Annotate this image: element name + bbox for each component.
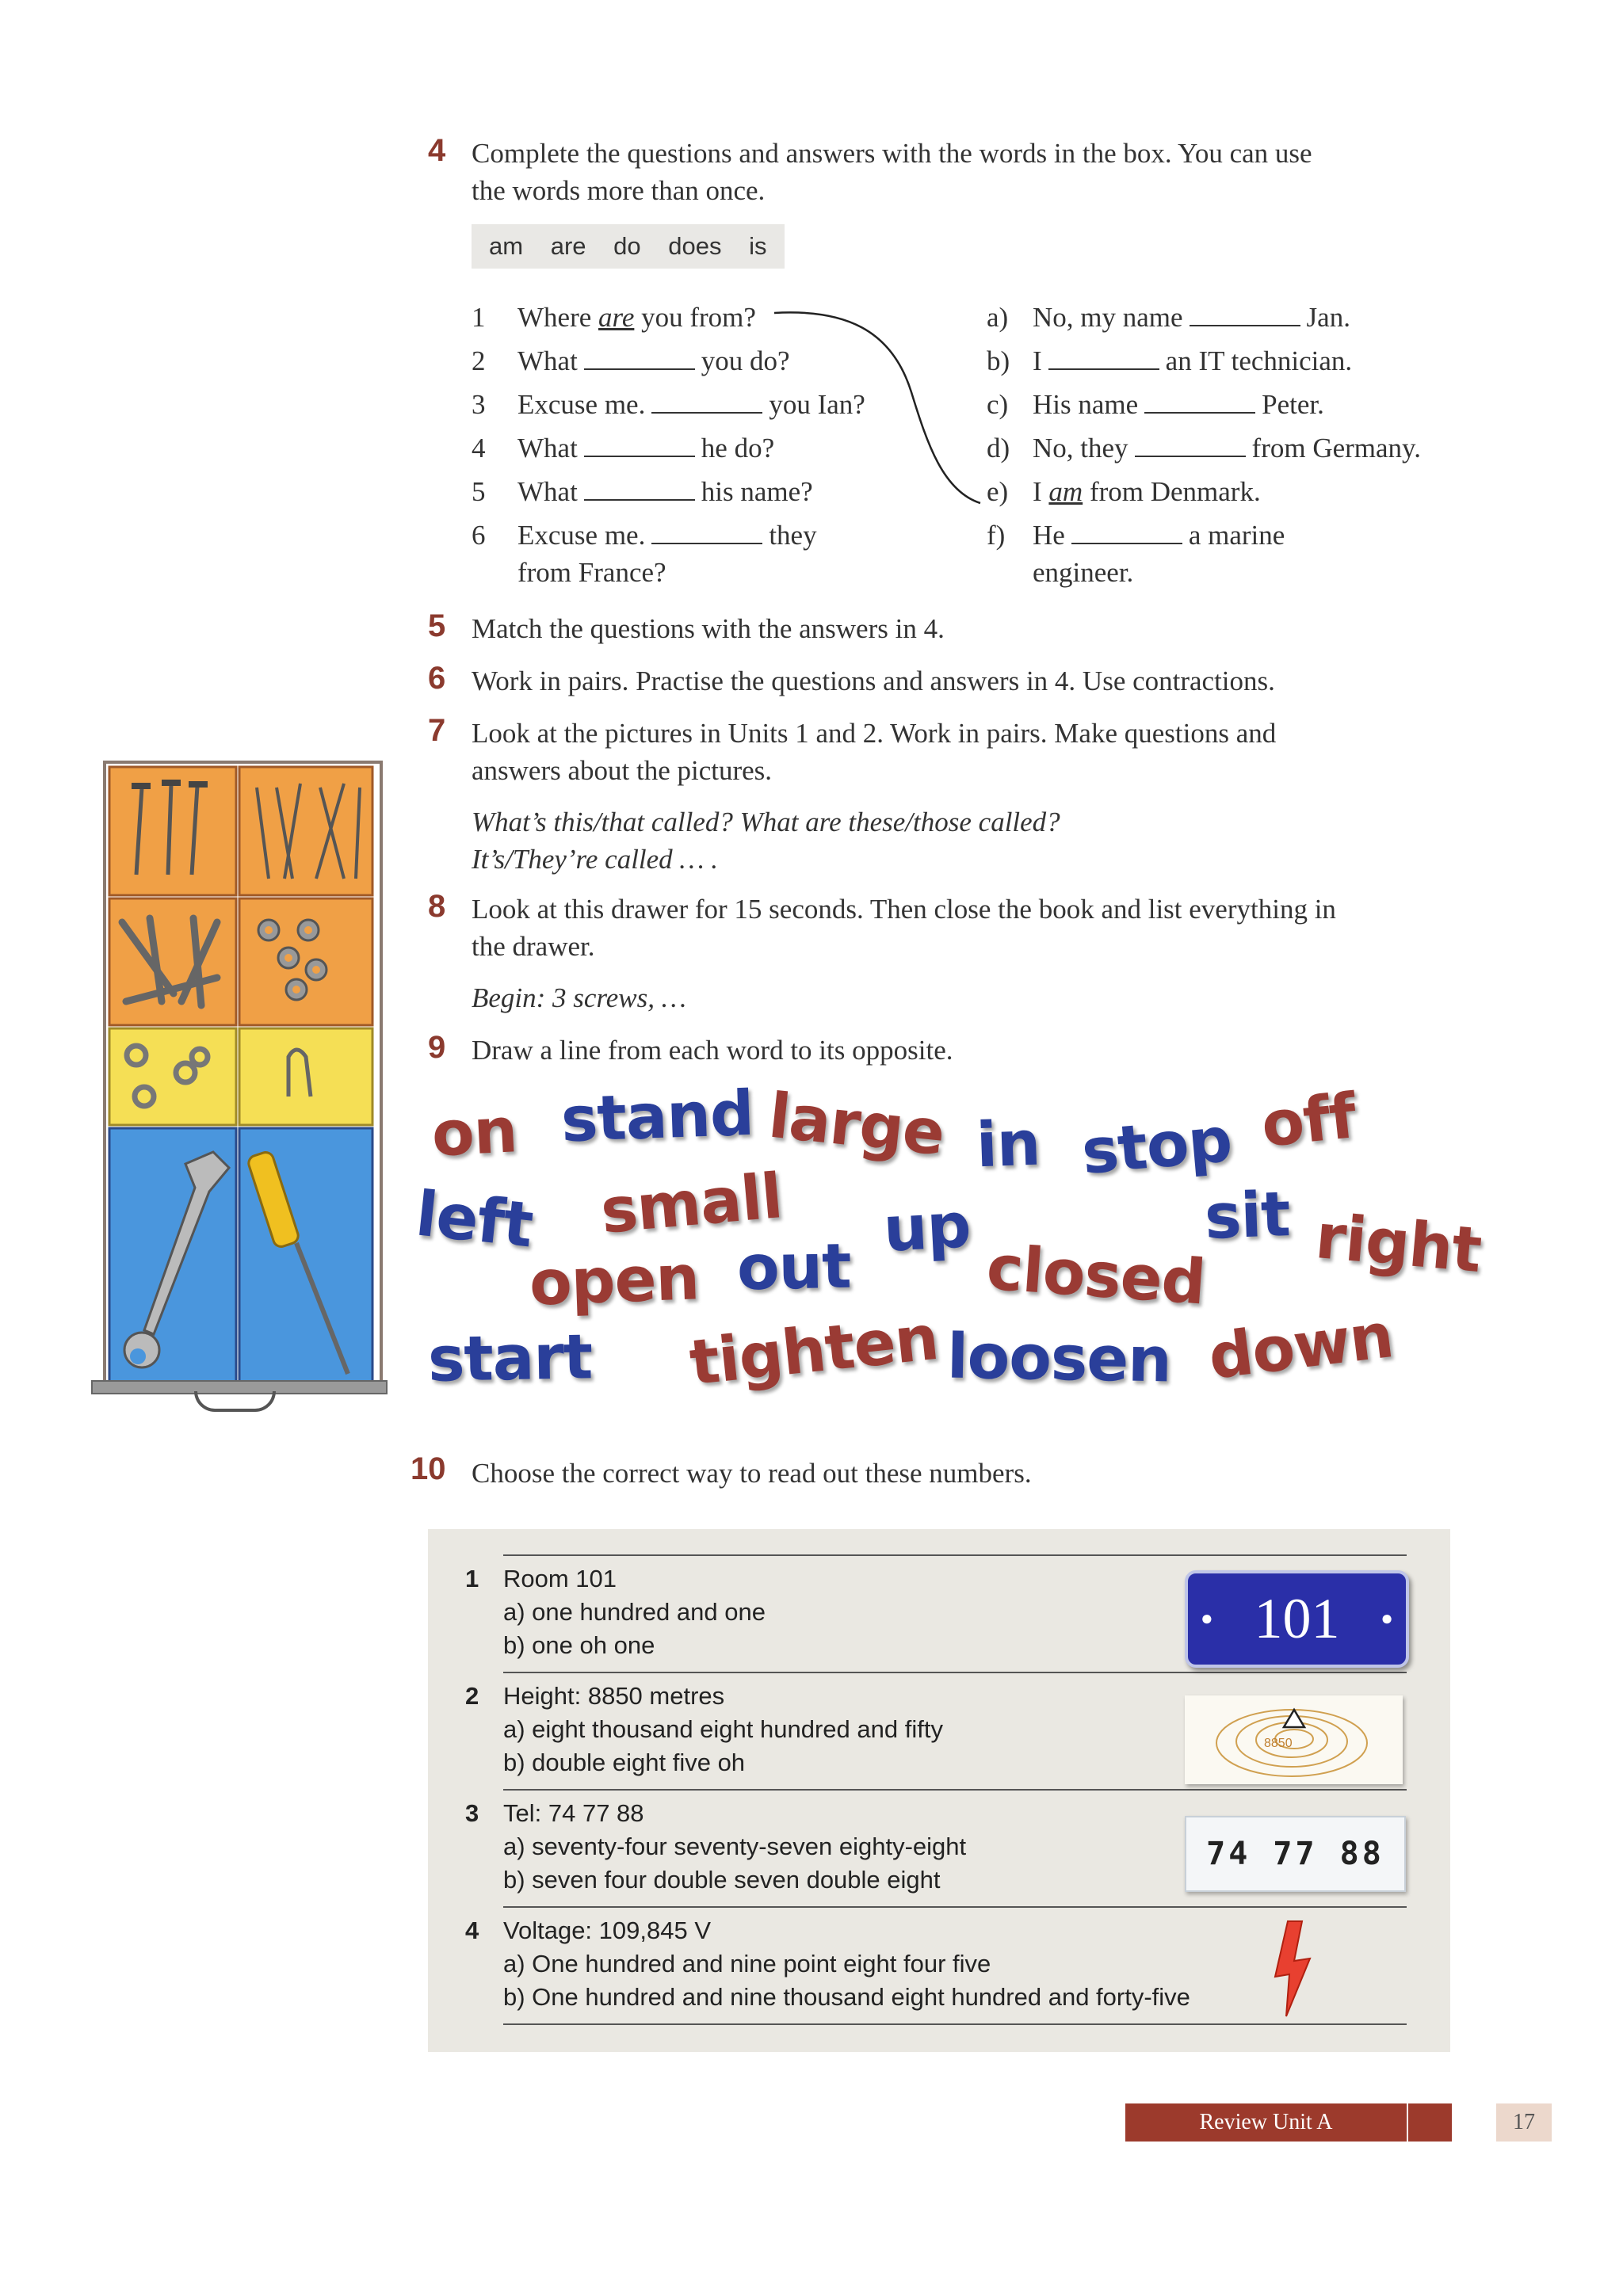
exercise-5-text: Match the questions with the answers in 4.	[472, 613, 945, 644]
number-item-1: 1 Room 101 a) one hundred and one b) one oh one	[503, 1562, 1407, 1662]
numbers-panel	[428, 1529, 1450, 2052]
word-up[interactable]: up	[881, 1190, 972, 1266]
example-line: It’s/They’re called … .	[472, 844, 719, 875]
word-left[interactable]: left	[412, 1178, 537, 1262]
exercise-5-number: 5	[428, 608, 446, 643]
instruction-line: Look at this drawer for 15 seconds. Then close the book and list everything in	[472, 894, 1336, 925]
word-in[interactable]: in	[975, 1108, 1041, 1182]
phone-display-icon: 74 77 88	[1185, 1816, 1406, 1892]
word-box-item: is	[749, 232, 767, 260]
instruction-line: Complete the questions and answers with the words in the box. You can use	[472, 138, 1312, 169]
example-answer: are	[598, 302, 635, 333]
instruction-line: Look at the pictures in Units 1 and 2. Work in pairs. Make questions and	[472, 718, 1277, 749]
word-box-item: does	[668, 232, 722, 260]
exercise-9-text: Draw a line from each word to its opposite.	[472, 1035, 953, 1066]
word-loosen[interactable]: loosen	[946, 1321, 1172, 1397]
divider	[503, 1789, 1407, 1791]
option-a[interactable]: a) eight thousand eight hundred and fifty	[503, 1715, 943, 1743]
number-item-4: 4 Voltage: 109,845 V a) One hundred and nine point eight four five b) One hundred and nine thousand eight hundred and forty-five	[503, 1914, 1407, 2014]
word-small[interactable]: small	[598, 1161, 785, 1248]
word-sit[interactable]: sit	[1203, 1179, 1291, 1253]
number-item-3: 3 Tel: 74 77 88 a) seventy-four seventy-seven eighty-eight b) seven four double seven double eight	[503, 1797, 1407, 1897]
word-closed[interactable]: closed	[984, 1232, 1208, 1319]
exercise-10-number: 10	[411, 1451, 446, 1486]
example-line: What’s this/that called? What are these/those called?	[472, 807, 1060, 837]
section-footer-label: Review Unit A	[1125, 2103, 1407, 2142]
answer-list	[987, 299, 1421, 591]
exercise-6-number: 6	[428, 661, 446, 696]
divider	[503, 1672, 1407, 1673]
question-item-continued: from France?	[517, 557, 666, 588]
page-number: 17	[1496, 2103, 1552, 2142]
exercise-7-text	[472, 715, 1276, 878]
drawer-contents	[106, 764, 380, 1386]
answer-blank[interactable]	[1144, 411, 1255, 414]
answer-item: e) I am from Denmark.	[987, 476, 1261, 507]
option-a[interactable]: a) One hundred and nine point eight four five	[503, 1950, 991, 1978]
divider	[503, 2023, 1407, 2025]
answer-blank[interactable]	[1190, 324, 1300, 326]
instruction-line: the drawer.	[472, 931, 595, 962]
question-item: 2 What you do?	[472, 345, 790, 376]
word-box-item: are	[550, 232, 586, 260]
option-b[interactable]: b) One hundred and nine thousand eight hundred and forty-five	[503, 1983, 1190, 2011]
exercise-4-number: 4	[428, 133, 446, 168]
option-a[interactable]: a) one hundred and one	[503, 1598, 766, 1626]
word-open[interactable]: open	[528, 1242, 701, 1320]
exercise-9-number: 9	[428, 1030, 446, 1065]
exercise-8-number: 8	[428, 889, 446, 924]
drawer-illustration	[103, 761, 383, 1389]
word-box	[472, 224, 785, 269]
exercise-10-text: Choose the correct way to read out these numbers.	[472, 1458, 1032, 1489]
instruction-line: answers about the pictures.	[472, 755, 773, 786]
question-item: 1 Where are you from?	[472, 302, 756, 333]
word-stop[interactable]: stop	[1079, 1104, 1235, 1189]
matching-line	[773, 305, 1002, 511]
option-b[interactable]: b) seven four double seven double eight	[503, 1866, 941, 1894]
word-start[interactable]: start	[427, 1322, 593, 1396]
word-on[interactable]: on	[430, 1095, 519, 1171]
word-large[interactable]: large	[765, 1080, 948, 1170]
number-item-2: 2 Height: 8850 metres a) eight thousand eight hundred and fifty b) double eight five oh	[503, 1680, 1407, 1779]
word-right[interactable]: right	[1312, 1201, 1484, 1287]
exercise-8-text	[472, 891, 1336, 1016]
map-height-label: 8850	[1264, 1737, 1293, 1750]
exercise-6-text: Work in pairs. Practise the questions and answers in 4. Use contractions.	[472, 666, 1275, 696]
word-box-item: do	[613, 232, 641, 260]
word-stand[interactable]: stand	[559, 1077, 755, 1157]
answer-item: a) No, my name Jan.	[987, 302, 1350, 333]
question-item: 6 Excuse me. they	[472, 520, 817, 551]
word-tighten[interactable]: tighten	[686, 1302, 941, 1400]
exercise-7-number: 7	[428, 713, 446, 748]
answer-blank[interactable]	[584, 368, 695, 370]
divider	[503, 1906, 1407, 1908]
contour-map-icon	[1185, 1695, 1403, 1784]
answer-blank[interactable]	[584, 455, 695, 457]
answer-blank[interactable]	[1071, 542, 1182, 544]
answer-blank[interactable]	[651, 542, 762, 544]
question-item: 5 What his name?	[472, 476, 813, 507]
answer-item: c) His name Peter.	[987, 389, 1324, 420]
example-line: Begin: 3 screws, …	[472, 982, 686, 1013]
answer-blank[interactable]	[584, 498, 695, 501]
answer-blank[interactable]	[651, 411, 762, 414]
lightning-bolt-icon	[1264, 1917, 1319, 2020]
word-down[interactable]: down	[1205, 1300, 1397, 1394]
room-sign-icon: ● 101 ●	[1185, 1570, 1409, 1668]
answer-item-continued: engineer.	[1033, 557, 1134, 588]
divider	[503, 1554, 1407, 1556]
word-off[interactable]: off	[1258, 1081, 1359, 1161]
word-box-item: am	[489, 232, 524, 260]
answer-item: f) He a marine	[987, 520, 1285, 551]
option-b[interactable]: b) one oh one	[503, 1631, 655, 1659]
exercise-4-instruction	[472, 135, 1312, 209]
answer-blank[interactable]	[1048, 368, 1159, 370]
answer-item: b) I an IT technician.	[987, 345, 1353, 376]
example-answer: am	[1048, 476, 1083, 507]
option-a[interactable]: a) seventy-four seventy-seven eighty-eight	[503, 1833, 967, 1860]
option-b[interactable]: b) double eight five oh	[503, 1749, 746, 1776]
question-item: 3 Excuse me. you Ian?	[472, 389, 865, 420]
word-out[interactable]: out	[736, 1230, 852, 1305]
answer-blank[interactable]	[1135, 455, 1246, 457]
answer-item: d) No, they from Germany.	[987, 433, 1422, 463]
question-item: 4 What he do?	[472, 433, 775, 463]
footer-bar-end	[1408, 2103, 1452, 2142]
instruction-line: the words more than once.	[472, 175, 766, 206]
drawer-handle	[194, 1391, 276, 1412]
